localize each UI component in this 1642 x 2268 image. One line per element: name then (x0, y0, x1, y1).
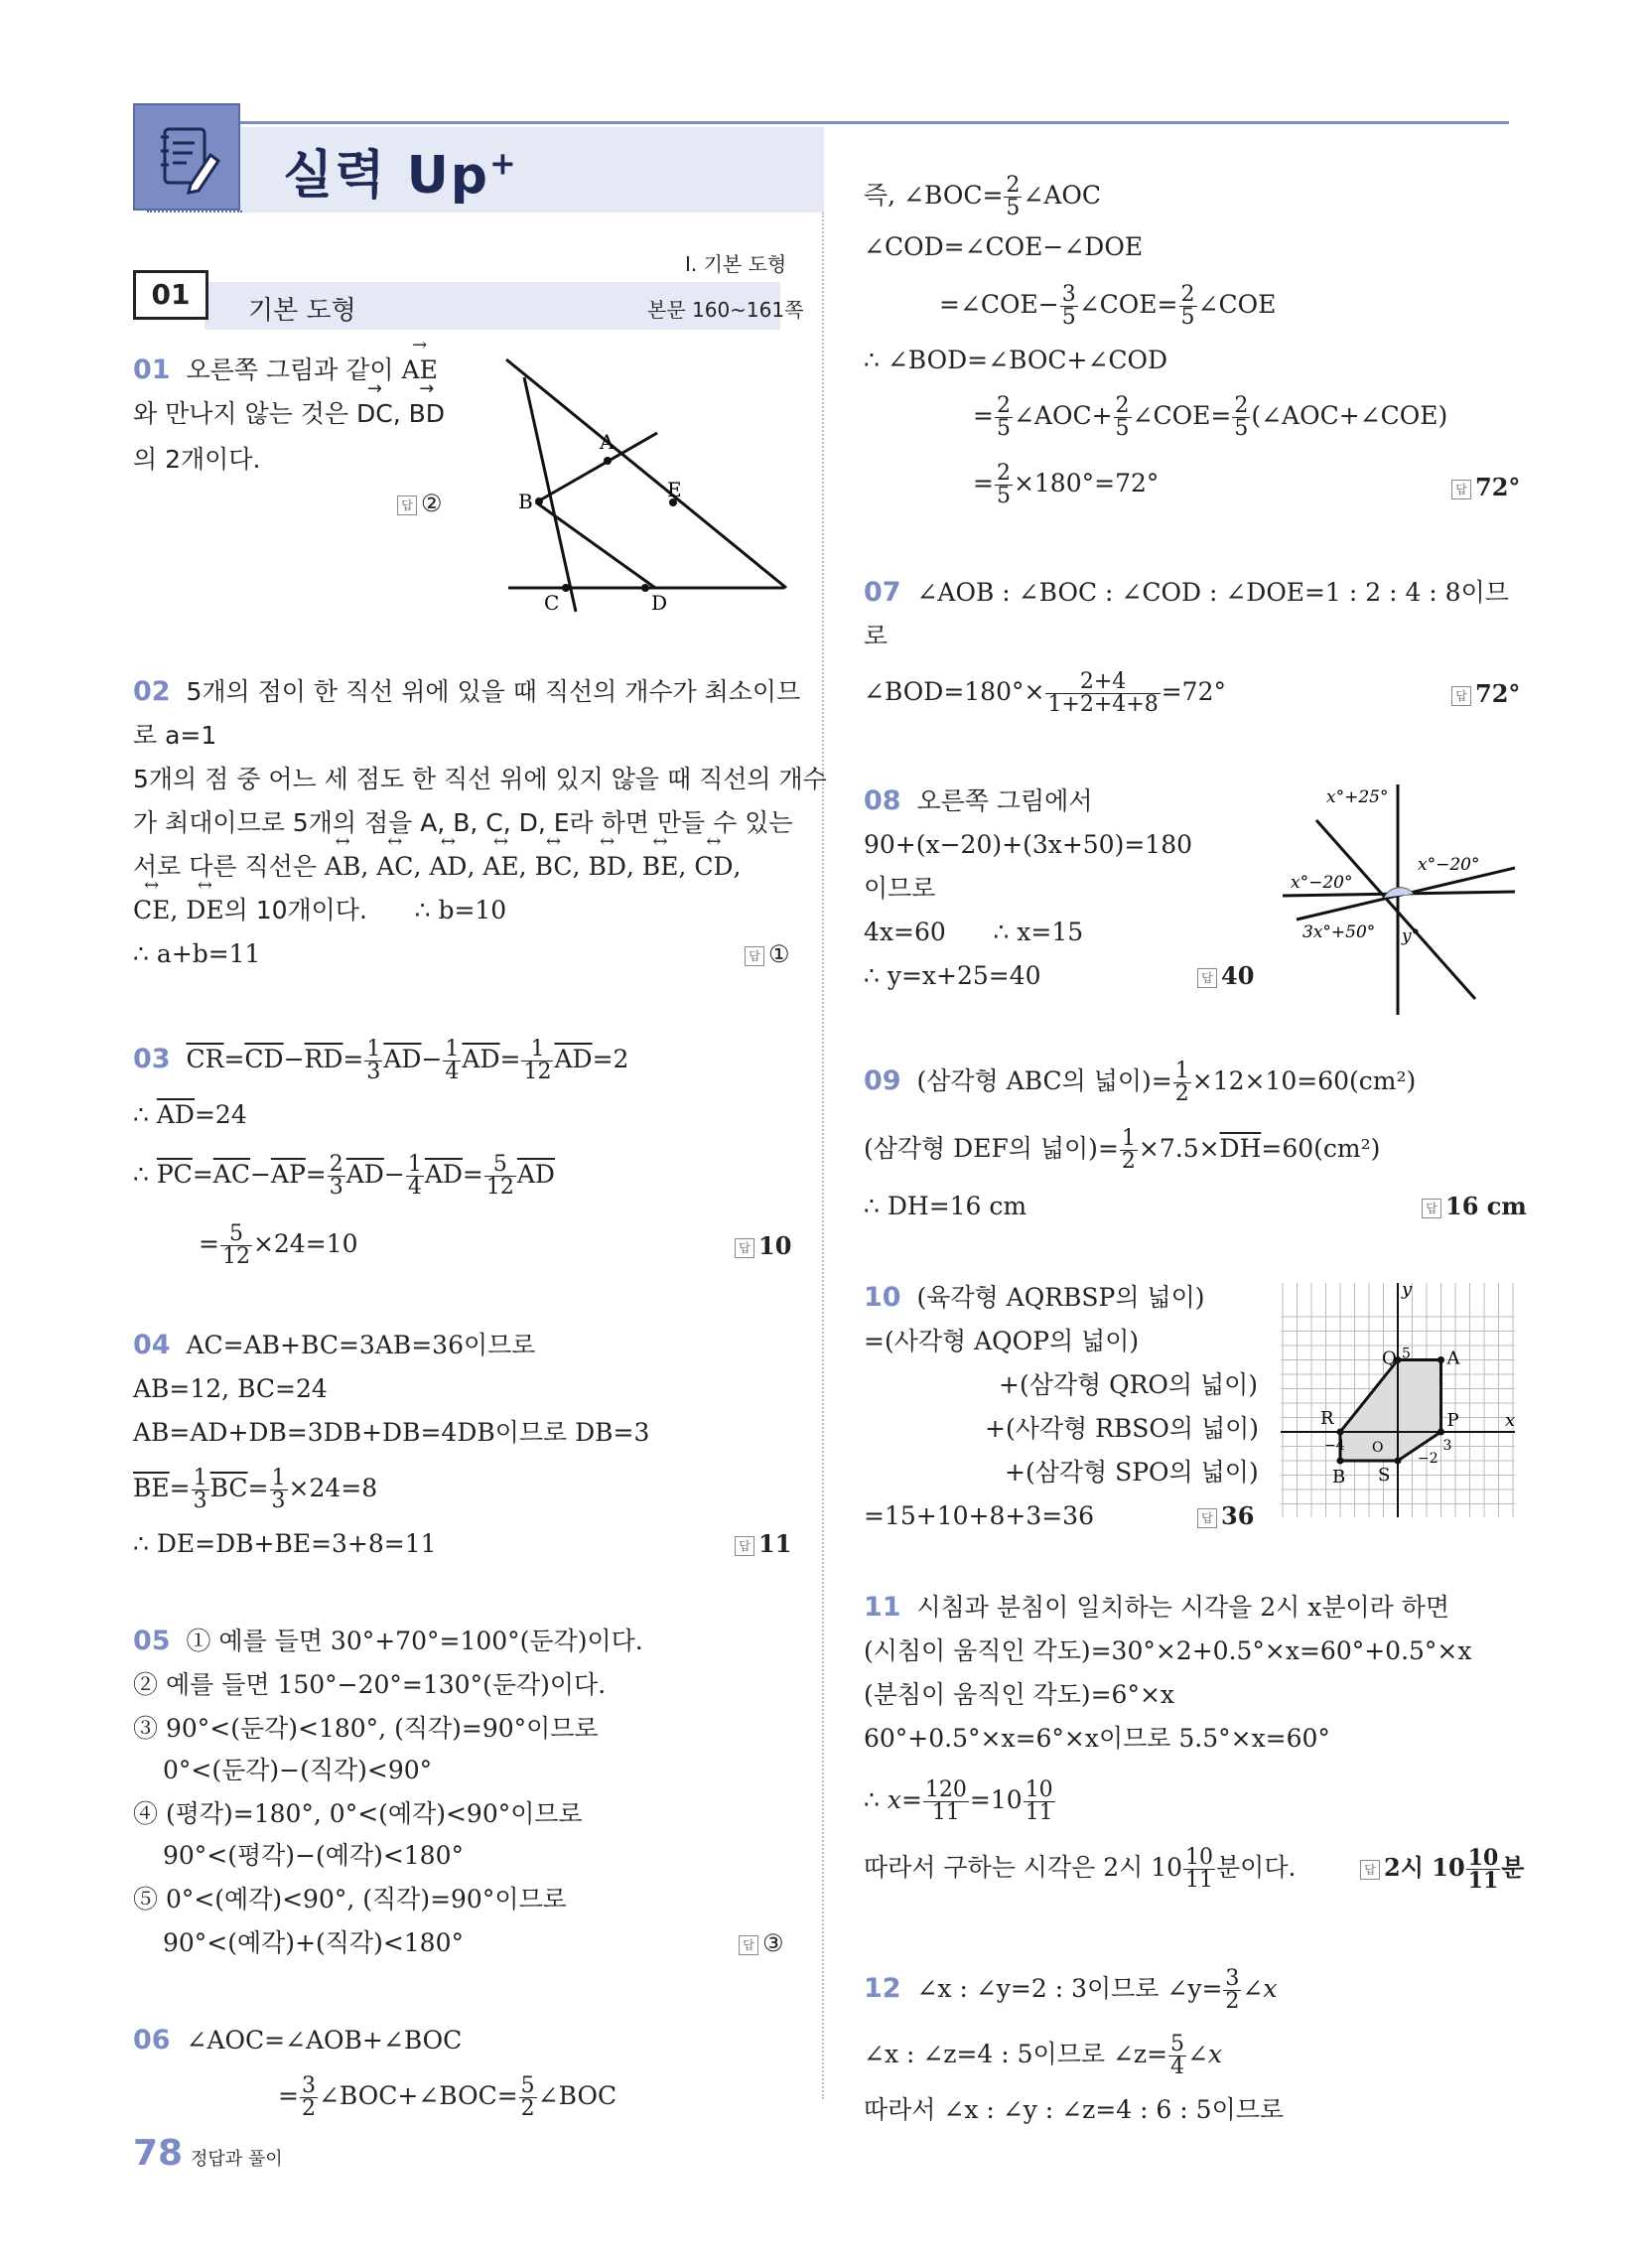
problem-08: 08 오른쪽 그림에서 (864, 785, 1093, 816)
chapter-number-box: 01 (133, 270, 208, 320)
fig01-label-b: B (518, 490, 533, 513)
answer-02: 답 ① (745, 939, 790, 968)
grid-tick-label: −2 (1418, 1451, 1438, 1467)
chapter-path: Ⅰ. 기본 도형 (685, 252, 787, 276)
answer-06: 답 72° (1451, 473, 1520, 501)
grid-label-b: B (1332, 1467, 1346, 1488)
section-title: 실력 Up+ (283, 144, 518, 206)
grid-label-q: Q (1382, 1347, 1397, 1369)
grid-label-p: P (1446, 1410, 1459, 1431)
fig01-label-c: C (544, 591, 560, 615)
problem-10: 10 (육각형 AQRBSP의 넓이) (864, 1282, 1205, 1313)
footer-label: 정답과 풀이 (191, 2149, 283, 2170)
header-top-rule (139, 121, 1509, 124)
answer-10: 답 36 (1197, 1501, 1254, 1530)
problem-03: 03 $\overline{CR}=\overline{CD}-\overline{RD}=$ $\frac{1}{3}$ $\overline{AD}-$ $\frac{1}{4}$ $\overline{AD}=$ $\frac{1}{12}$ $\overline{AD}=2$ (133, 1037, 629, 1084)
problem-07: 07 ∠AOB : ∠BOC : ∠COD : ∠DOE=1 : 2 : 4 : 8이므 (864, 577, 1509, 608)
chapter-name: 기본 도형 (248, 296, 356, 326)
answer-03: 답 10 (735, 1231, 791, 1260)
answer-01: 답 ② (397, 489, 443, 517)
grid-tick-label: 3 (1442, 1438, 1452, 1454)
problem-11: 11 시침과 분침이 일치하는 시각을 2시 x분이라 하면 (864, 1592, 1450, 1623)
fig01-label-e: E (667, 478, 682, 501)
problem-09: 09 (삼각형 ABC의 넓이)= $\frac{1}{2}$ ×12×10=60(cm²) (864, 1059, 1417, 1106)
grid-label-s: S (1378, 1465, 1391, 1486)
grid-label-r: R (1320, 1408, 1334, 1429)
header-icon-box (133, 103, 240, 211)
answer-05: 답 ③ (739, 1928, 784, 1957)
problem-12: 12 ∠x : ∠y=2 : 3이므로 ∠y= $\frac{3}{2}$ ∠x (864, 1966, 1278, 2014)
page-number: 78 (133, 2133, 184, 2174)
grid-tick-label: −4 (1324, 1438, 1345, 1454)
figure-01 (496, 350, 794, 618)
grid-point-s (1395, 1458, 1402, 1465)
fig08-label-3: 3x°+50° (1302, 922, 1376, 942)
header-dotted-line (147, 211, 242, 213)
grid-point-p (1437, 1429, 1444, 1436)
grid-label-a: A (1446, 1347, 1460, 1369)
answer-09: 답 16 cm (1422, 1192, 1527, 1220)
grid-tick-label: 5 (1402, 1346, 1411, 1362)
answer-07: 답 72° (1451, 679, 1520, 708)
answer-11: 답 2시 10 $\frac{10}{11}$ 분 (1360, 1847, 1524, 1892)
grid-tick-label: x (1505, 1410, 1515, 1431)
grid-point-a (1437, 1356, 1444, 1363)
problem-04: 04 AC=AB+BC=3AB=36이므로 (133, 1330, 536, 1360)
fig08-label-0: x°+25° (1326, 787, 1389, 807)
figure-08 (1277, 780, 1519, 1019)
figure-10-grid (1281, 1283, 1515, 1517)
fig08-label-1: x°−20° (1291, 873, 1353, 893)
answer-08: 답 40 (1197, 961, 1254, 990)
hexagon-aqrbsp (1340, 1360, 1441, 1462)
grid-tick-label: O (1372, 1440, 1384, 1456)
grid-point-b (1337, 1458, 1344, 1465)
fig01-label-a: A (600, 430, 615, 454)
fig08-label-2: x°−20° (1418, 855, 1480, 875)
problem-02: 02 5개의 점이 한 직선 위에 있을 때 직선의 개수가 최소이므 (133, 676, 801, 707)
column-divider (822, 213, 824, 2099)
fig08-label-4: y° (1402, 926, 1421, 946)
grid-tick-label: y (1402, 1283, 1413, 1300)
problem-06: 06 ∠AOC=∠AOB+∠BOC (133, 2025, 463, 2055)
notebook-pencil-icon (135, 105, 238, 209)
chapter-pages: 본문 160~161쪽 (647, 298, 804, 322)
problem-01: 01 오른쪽 그림과 같이 → AE (133, 354, 438, 387)
answer-04: 답 11 (735, 1529, 791, 1558)
problem-05: 05 ① 예를 들면 30°+70°=100°(둔각)이다. (133, 1626, 643, 1656)
fig01-label-d: D (651, 591, 668, 615)
grid-point-r (1337, 1429, 1344, 1436)
